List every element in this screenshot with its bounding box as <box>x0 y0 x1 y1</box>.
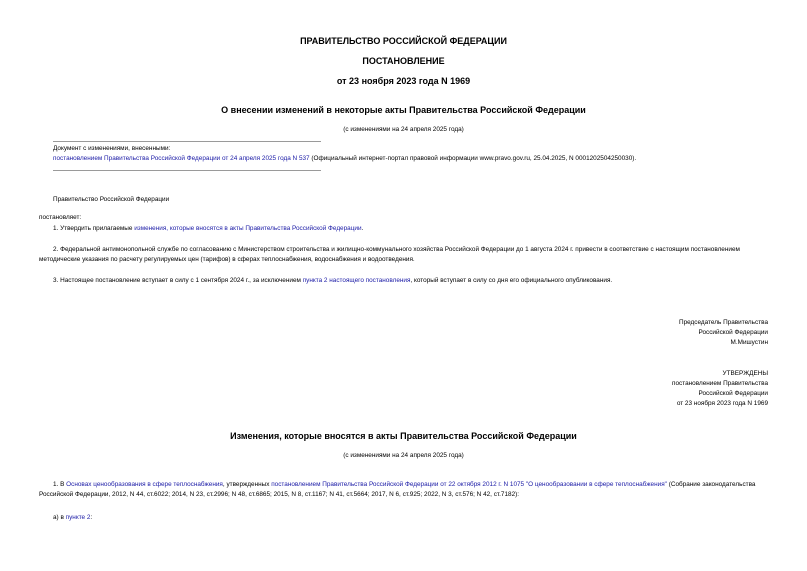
approved-by: постановлением Правительства <box>672 380 768 387</box>
paragraph-3-text: 3. Настоящее постановление вступает в силу с 1 сентября 2024 г., за исключением <box>53 277 303 284</box>
annex-item-1-num: 1. В <box>53 481 67 488</box>
annex-item-1-mid: , утвержденных <box>222 481 272 488</box>
document-title: О внесении изменений в некоторые акты Правительства Российской Федерации <box>221 105 586 115</box>
paragraph-1-end: . <box>361 225 364 232</box>
annex-changes-note: (с изменениями на 24 апреля 2025 года) <box>343 452 464 459</box>
government-heading: ПРАВИТЕЛЬСТВО РОССИЙСКОЙ ФЕДЕРАЦИИ <box>300 36 507 46</box>
changes-link[interactable]: изменения, которые вносятся в акты Правительства Российской Федерации <box>134 225 362 232</box>
amend-box-top-divider <box>53 141 321 142</box>
annex-title: Изменения, которые вносятся в акты Правительства Российской Федерации <box>230 431 577 441</box>
amend-box-label: Документ с изменениями, внесенными: <box>53 145 171 152</box>
document-type: ПОСТАНОВЛЕНИЕ <box>362 56 445 66</box>
signature-position: Председатель Правительства <box>679 319 768 326</box>
amend-source-text: (Официальный интернет-портал правовой информации www.pravo.gov.ru, 25.04.2025, N 0001202504250030). <box>309 155 637 162</box>
signature-name: М.Мишустин <box>730 339 768 346</box>
point-2-annex-link[interactable]: пункте 2 <box>65 514 91 521</box>
heat-pricing-basics-link[interactable]: Основах ценообразования в сфере теплоснабжения <box>66 481 223 488</box>
paragraph-1-text: 1. Утвердить прилагаемые <box>53 225 135 232</box>
paragraph-1 <box>53 224 363 233</box>
amend-box-bottom-divider <box>53 170 321 171</box>
point-2-link[interactable]: пункта 2 настоящего постановления <box>302 277 411 284</box>
government-name: Правительство Российской Федерации <box>53 196 170 203</box>
paragraph-3 <box>53 276 612 285</box>
sub-item-a-end: : <box>90 514 93 521</box>
approved-heading: УТВЕРЖДЕНЫ <box>722 370 768 377</box>
document-date-number: от 23 ноября 2023 года N 1969 <box>336 76 471 86</box>
amend-box-entry <box>53 154 773 163</box>
decrees-word: постановляет: <box>39 214 82 221</box>
decree-1075-link[interactable]: постановлением Правительства Российской Федерации от 22 октября 2012 г. N 1075 "О ценообразовании в сфере теплоснабжения" <box>271 481 667 488</box>
sub-item-a <box>53 513 92 522</box>
approved-country: Российской Федерации <box>698 390 768 397</box>
signature-country: Российской Федерации <box>698 329 768 336</box>
changes-note: (с изменениями на 24 апреля 2025 года) <box>343 126 464 133</box>
sub-item-a-text: а) в <box>53 514 66 521</box>
paragraph-3-end: , который вступает в силу со дня его официального опубликования. <box>410 277 613 284</box>
approved-date: от 23 ноября 2023 года N 1969 <box>676 400 768 407</box>
annex-item-1-sources: (Собрание законодательства Российской Федерации, 2012, N 44, ст.6022; 2014, N 23, ст.2996; N 48, ст.6865; 2015, N 8, ст.1167; N 41, ст.5664; 2017, N 6, ст.925; 2022, N 3, ст.576; N 42, ст.7182): <box>39 481 756 498</box>
amend-decree-link[interactable]: постановлением Правительства Российской Федерации от 24 апреля 2025 года N 537 <box>53 155 310 162</box>
paragraph-2: 2. Федеральной антимонопольной службе по согласованию с Министерством строительства и жилищно-коммунального хозяйства Российской Федерации до 1 августа 2024 г. привести в соответствие с настоящим постановлением методические указания по расчету регулируемых цен (тарифов) в сферах теплоснабжения, водоснабжения и водоотведения. <box>39 246 740 263</box>
annex-item-1 <box>39 480 770 499</box>
